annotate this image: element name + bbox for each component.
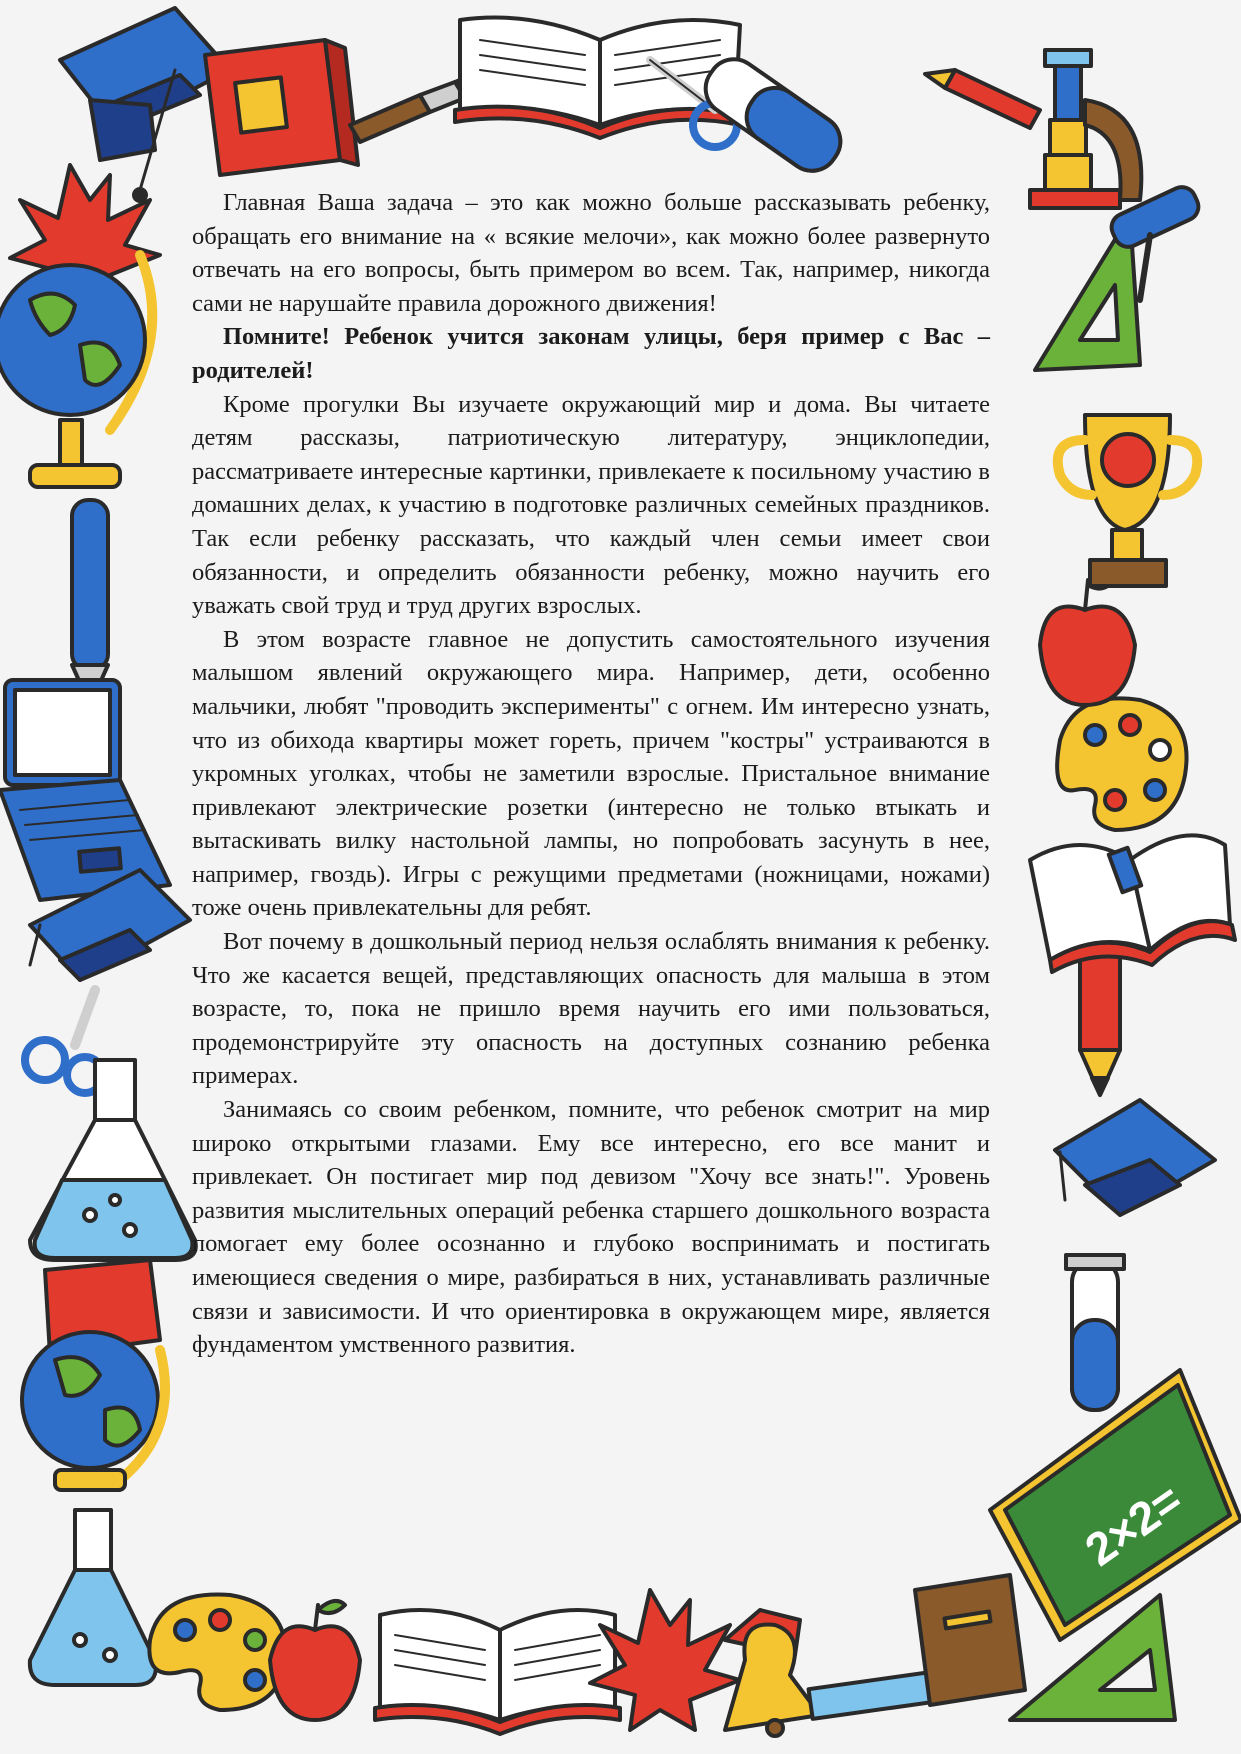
palette-icon	[149, 1595, 285, 1710]
flask-icon	[30, 1060, 196, 1260]
trophy-icon	[1058, 415, 1197, 586]
paragraph: Вот почему в дошкольный период нельзя ослаблять внимания к ребенку. Что же касается вещей, представляющих опасность для малыша в этом возрасте, то, пока не пришло время научить его ими пользоваться, продемонстрируйте эту опасность на доступных сознанию ребенка примерах.	[192, 928, 990, 1090]
scissors-icon	[25, 990, 103, 1093]
graduation-cap-icon	[60, 8, 230, 201]
graduation-cap-icon	[1055, 1100, 1215, 1215]
apple-icon	[270, 1601, 360, 1720]
test-tube-icon	[1066, 1255, 1124, 1410]
article-text	[192, 186, 990, 1362]
red-book-icon	[205, 40, 358, 175]
bold-paragraph: Помните! Ребенок учится законам улицы, беря пример с Вас – родителей!	[192, 323, 990, 384]
pen-icon	[72, 500, 108, 705]
chalkboard-icon	[990, 1370, 1241, 1640]
apple-icon	[1040, 576, 1135, 705]
bell-icon	[725, 1610, 820, 1736]
open-book-icon	[1030, 835, 1235, 972]
paragraph: Главная Ваша задача – это как можно больше рассказывать ребенку, обращать его внимание на « всякие мелочи», как можно более развернуто отвечать на его вопросы, быть примером во всем. Так, например, никогда сами не нарушайте правила дорожного движения!	[192, 189, 990, 317]
paragraph: Кроме прогулки Вы изучаете окружающий мир и дома. Вы читаете детям рассказы, патриотическую литературу, энциклопедии, рассматриваете интересные картинки, привлекаете к посильному участию в домашних делах, к участию в подготовке различных семейных праздников. Так если ребенку рассказать, что каждый член семьи имеет свои обязанности, и определить обязанности ребенку, можно научить его уважать свой труд и труд других взрослых.	[192, 390, 990, 620]
ruler-icon	[809, 1671, 942, 1719]
microscope-icon	[1030, 50, 1141, 208]
paragraph: В этом возрасте главное не допустить самостоятельного изучения малышом явлений окружающего мира. Например, дети, особенно мальчики, любят "проводить эксперименты" с огнем. Им интересно узнать, что из обихода квартиры может гореть, причем "костры" устраиваются в укромных уголках, чтобы не заметили взрослые. Пристальное внимание привлекают электрические розетки (интересно не только втыкать и вытаскивать вилку настольной лампы, но попробовать засунуть в нее, например, гвоздь). Игры с режущими предметами (ножницами, ножами) тоже очень привлекательны для ребят.	[192, 625, 990, 922]
globe-icon	[22, 1332, 165, 1490]
flask-icon	[30, 1510, 156, 1685]
paragraph: Занимаясь со своим ребенком, помните, что ребенок смотрит на мир широко открытыми глазами. Ему все интересно, его все манит и привлекает. Он постигает мир под девизом "Хочу все знать!". Уровень развития мыслительных операций ребенка старшего дошкольного возраста помогает ему более осознанно и глубоко воспринимать и постигать имеющиеся сведения о мире, разбираться в них, устанавливать различные связи и зависимости. И что ориентировка в окружающем мире, является фундаментом умственного развития.	[192, 1096, 990, 1359]
globe-icon	[0, 255, 152, 487]
pencil-icon	[925, 70, 1040, 128]
brown-book-icon	[915, 1575, 1025, 1705]
laptop-icon	[0, 680, 170, 900]
chalkboard-text: 2×2=	[1075, 1473, 1192, 1576]
open-book-icon	[375, 1610, 620, 1734]
palette-icon	[1057, 698, 1186, 830]
